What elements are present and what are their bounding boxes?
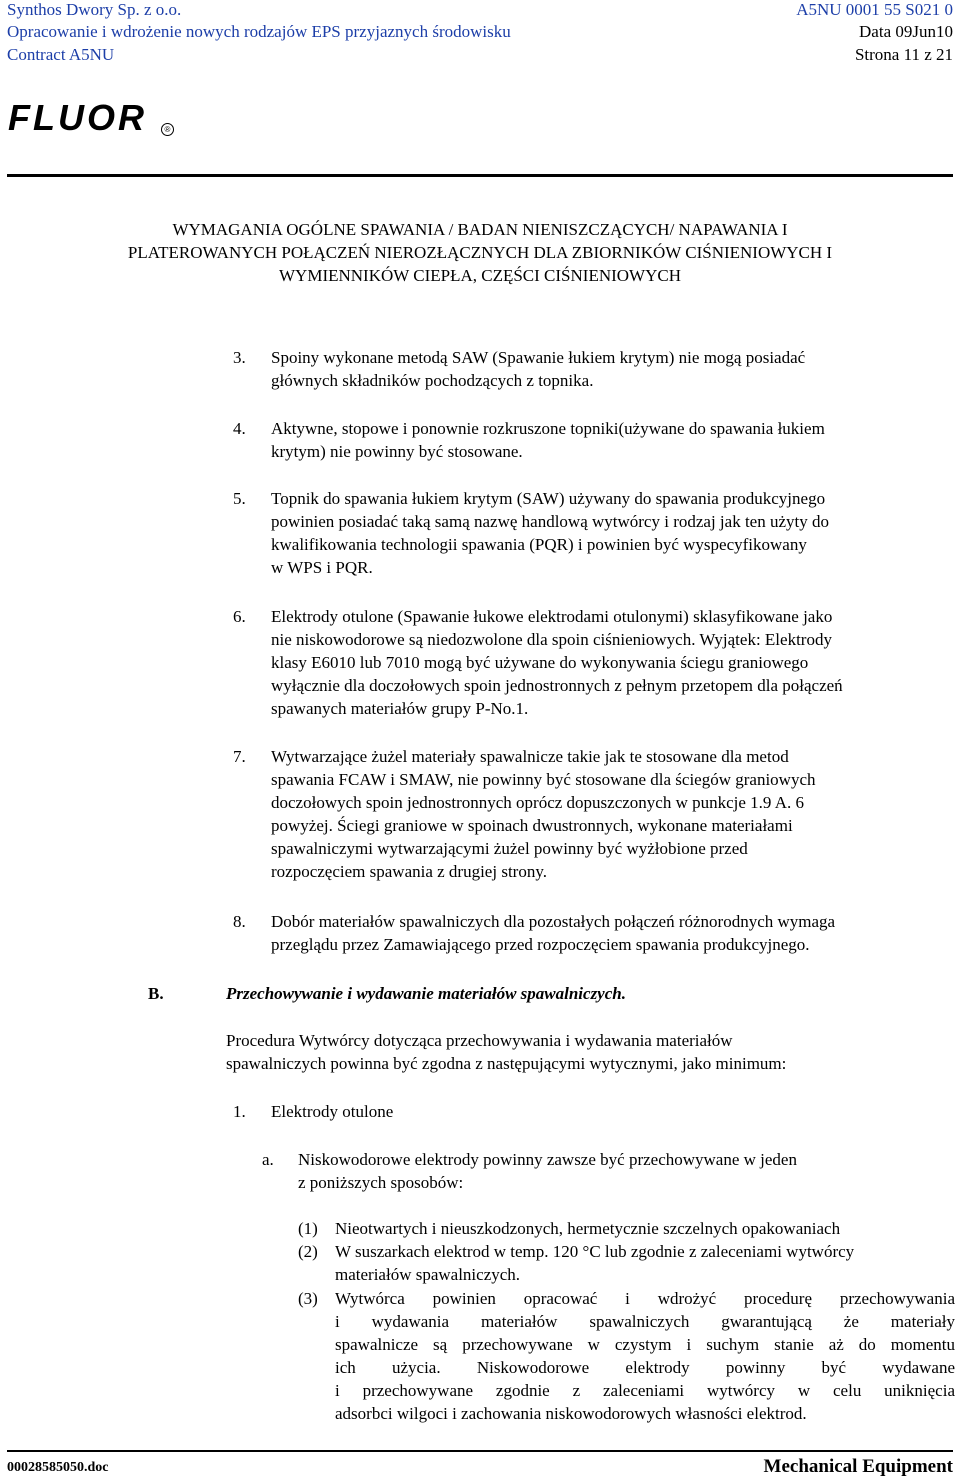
item-number: 3. (233, 348, 246, 367)
logo-text: FLUOR (8, 97, 147, 138)
item-number: (3) (298, 1289, 318, 1308)
item-text (271, 745, 951, 883)
item-number: 8. (233, 912, 246, 931)
text-line: W suszarkach elektrod w temp. 120 °C lub zgodnie z zaleceniami wytwórcy (335, 1242, 855, 1261)
section-title: Przechowywanie i wydawanie materiałów spawalniczych. (226, 984, 626, 1003)
text-line: ich użycia. Niskowodorowe elektrody powinny być wydawane (335, 1358, 955, 1377)
registered-mark-icon: ® (161, 123, 174, 136)
text-line: głównych składników pochodzących z topnika. (271, 371, 594, 390)
subsection-title: Elektrody otulone (271, 1102, 394, 1121)
text-line: Niskowodorowe elektrody powinny zawsze być przechowywane w jeden (298, 1150, 797, 1169)
item-number: 6. (233, 607, 246, 626)
company-name: Synthos Dwory Sp. z o.o. (7, 0, 182, 19)
doc-number: A5NU 0001 55 S021 0 (796, 0, 953, 19)
text-line: wyłącznie dla doczołowych spoin jednostronnych z pełnym przetopem dla połączeń (271, 676, 843, 695)
text-line: rozpoczęciem spawania z drugiej strony. (271, 862, 547, 881)
project-title: Opracowanie i wdrożenie nowych rodzajów EPS przyjaznych środowisku (7, 22, 511, 41)
text-line: Topnik do spawania łukiem krytym (SAW) używany do spawania produkcyjnego (271, 489, 826, 508)
text-line: spawania FCAW i SMAW, nie powinny być stosowane dla ściegów graniowych (271, 770, 816, 789)
item-number: 7. (233, 747, 246, 766)
item-text (335, 1240, 945, 1286)
page-number: Strona 11 z 21 (854, 45, 953, 64)
title-line: WYMAGANIA OGÓLNE SPAWANIA / BADAN NIENISZCZĄCYCH/ NAPAWANIA I (172, 220, 788, 239)
text-line: w WPS i PQR. (271, 558, 373, 577)
text-line: materiałów spawalniczych. (335, 1265, 521, 1284)
header-divider (7, 174, 953, 177)
text-line: Spoiny wykonane metodą SAW (Spawanie łukiem krytym) nie mogą posiadać (271, 348, 806, 367)
text-line: przeglądu przez Zamawiającego przed rozpoczęciem spawania produkcyjnego. (271, 935, 810, 954)
text-line: i przechowywane zgodnie z zaleceniami wytwórcy w celu uniknięcia (335, 1381, 955, 1400)
text-line: klasy E6010 lub 7010 mogą być używane do wykonywania ściegu graniowego (271, 653, 809, 672)
item-number: (2) (298, 1242, 318, 1261)
item-text (335, 1287, 955, 1425)
text-line: doczołowych spoin jednostronnych oprócz dopuszczonych w punkcje 1.9 A. 6 (271, 793, 805, 812)
text-line: Nieotwartych i nieuszkodzonych, hermetycznie szczelnych opakowaniach (335, 1219, 841, 1238)
item-number: 5. (233, 489, 246, 508)
text-line: spawalniczych powinna być zgodna z następującymi wytycznymi, jako minimum: (226, 1054, 787, 1073)
file-name: 00028585050.doc (7, 1460, 109, 1475)
text-line: kwalifikowania technologii spawania (PQR) i powinien być wyspecyfikowany (271, 535, 807, 554)
text-line: spawanych materiałów grupy P-No.1. (271, 699, 529, 718)
item-text (335, 1217, 945, 1240)
page-footer (7, 1450, 953, 1480)
subsection-number: 1. (233, 1102, 246, 1121)
text-line: Elektrody otulone (Spawanie łukowe elektrodami otulonymi) sklasyfikowane jako (271, 607, 833, 626)
subsection-text (298, 1148, 918, 1194)
fluor-logo (8, 97, 171, 138)
text-line: Procedura Wytwórcy dotycząca przechowywania i wydawania materiałów (226, 1031, 733, 1050)
contract-number: Contract A5NU (7, 45, 115, 64)
title-line: WYMIENNIKÓW CIEPŁA, CZĘŚCI CIŚNIENIOWYCH (279, 266, 681, 285)
item-text (271, 605, 960, 720)
footer-category: Mechanical Equipment (763, 1456, 953, 1477)
text-line: Dobór materiałów spawalniczych dla pozostałych połączeń różnorodnych wymaga (271, 912, 836, 931)
text-line: krytym) nie powinny być stosowane. (271, 442, 523, 461)
text-line: spawalniczymi wytwarzającymi żużel powinny być wyżłobione przed (271, 839, 748, 858)
item-text (271, 910, 960, 956)
section-letter: B. (148, 984, 164, 1003)
text-line: Wytwarzające żużel materiały spawalnicze takie jak te stosowane dla metod (271, 747, 789, 766)
title-line: PLATEROWANYCH POŁĄCZEŃ NIEROZŁĄCZNYCH DLA ZBIORNIKÓW CIŚNIENIOWYCH I (127, 243, 833, 262)
text-line: adsorbci wilgoci i zachowania niskowodorowych własności elektrod. (335, 1404, 807, 1423)
subsection-letter: a. (262, 1150, 274, 1169)
text-line: nie niskowodorowe są niedozwolone dla spoin ciśnieniowych. Wyjątek: Elektrody (271, 630, 832, 649)
item-text (271, 417, 951, 463)
footer-divider (7, 1450, 953, 1452)
text-line: spawalnicze są przechowywane w czystym i suchym stanie aż do momentu (335, 1335, 955, 1354)
item-number: 4. (233, 419, 246, 438)
section-b-intro (226, 1029, 926, 1075)
text-line: Wytwórca powinien opracować i wdrożyć procedurę przechowywania (335, 1289, 955, 1308)
text-line: powinien posiadać taką samą nazwę handlową wytwórcy i rodzaj jak ten użyty do (271, 512, 829, 531)
text-line: Aktywne, stopowe i ponownie rozkruszone topniki(używane do spawania łukiem (271, 419, 825, 438)
item-text (271, 346, 951, 392)
item-number: (1) (298, 1219, 318, 1238)
item-text (271, 487, 951, 579)
doc-date: Data 09Jun10 (859, 22, 953, 41)
text-line: z poniższych sposobów: (298, 1173, 464, 1192)
text-line: powyżej. Ściegi graniowe w spoinach dwustronnych, wykonane materiałami (271, 816, 793, 835)
document-title (0, 218, 960, 287)
text-line: i wydawania materiałów spawalniczych gwarantującą że materiały (335, 1312, 955, 1331)
